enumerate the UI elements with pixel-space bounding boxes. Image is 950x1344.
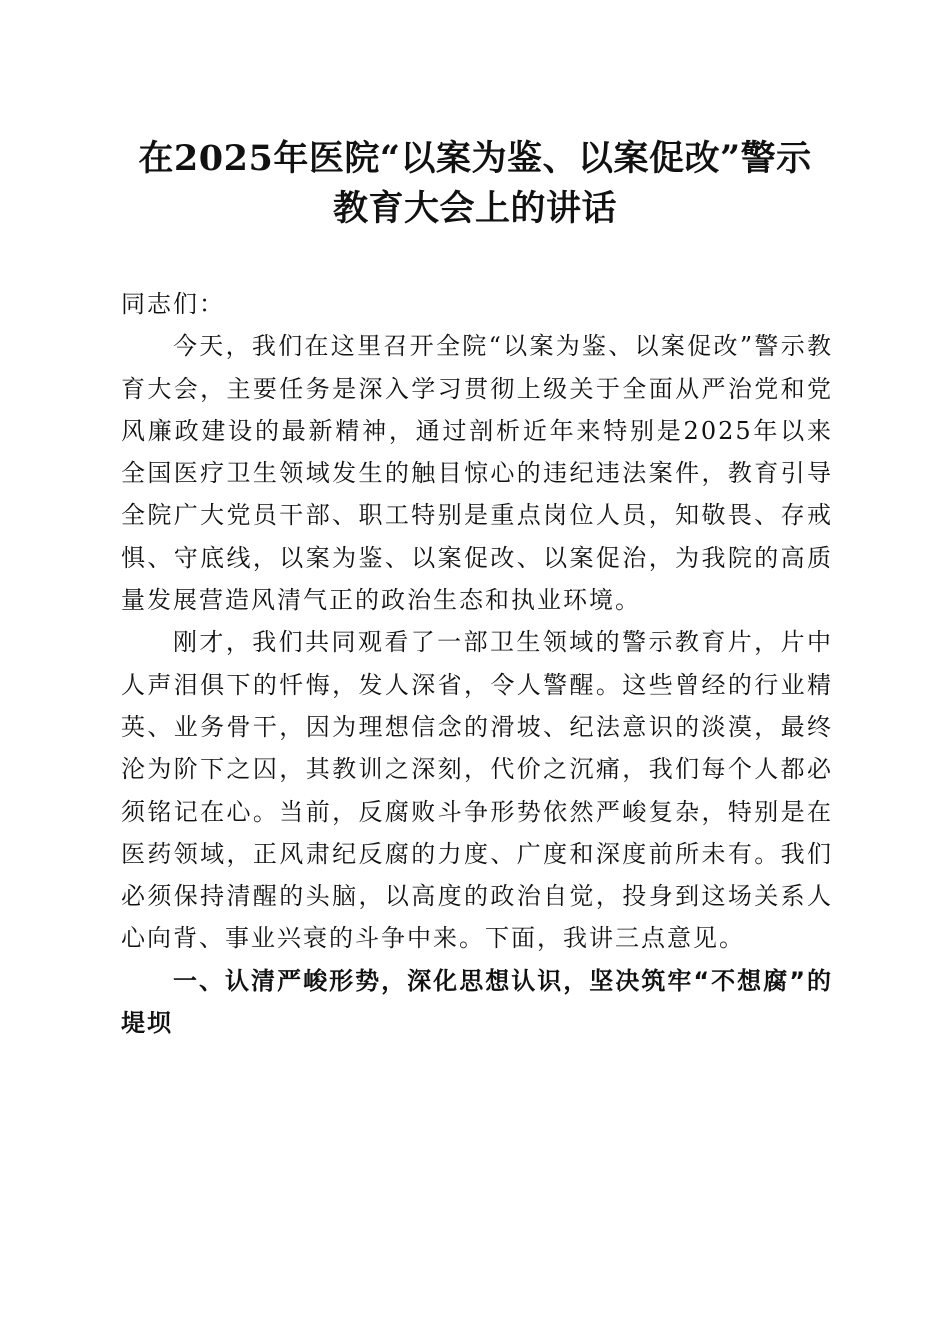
salutation: 同志们： <box>121 290 225 318</box>
title-line-2: 教育大会上的讲话 <box>332 188 617 229</box>
paragraph-intro: 今天，我们在这里召开全院“以案为鉴、以案促改”警示教育大会，主要任务是深入学习贯彻上级关于全面从严治党和党风廉政建设的最新精神，通过剖析近年来特别是2025年以来全国医疗卫生领域发生的触目惊心的违纪违法案件，教育引导全院广大党员干部、职工特别是重点岗位人员，知敬畏、存戒惧、守底线，以案为鉴、以案促改、以案促治，为我院的高质量发展营造风清气正的政治生态和执业环境。 <box>121 332 833 615</box>
title-line-1: 在2025年医院“以案为鉴、以案促改”警示 <box>138 138 812 179</box>
document-title <box>100 134 850 234</box>
section-heading: 一、认清严峻形势，深化思想认识，坚决筑牢“不想腐”的堤坝 <box>121 966 833 1038</box>
document-body <box>121 283 833 1044</box>
paragraph-warning-film: 刚才，我们共同观看了一部卫生领域的警示教育片，片中人声泪俱下的忏悔，发人深省，令人警醒。这些曾经的行业精英、业务骨干，因为理想信念的滑坡、纪法意识的淡漠，最终沦为阶下之囚，其教训之深刻，代价之沉痛，我们每个人都必须铭记在心。当前，反腐败斗争形势依然严峻复杂，特别是在医药领域，正风肃纪反腐的力度、广度和深度前所未有。我们必须保持清醒的头脑，以高度的政治自觉，投身到这场关系人心向背、事业兴衰的斗争中来。下面，我讲三点意见。 <box>121 628 833 953</box>
